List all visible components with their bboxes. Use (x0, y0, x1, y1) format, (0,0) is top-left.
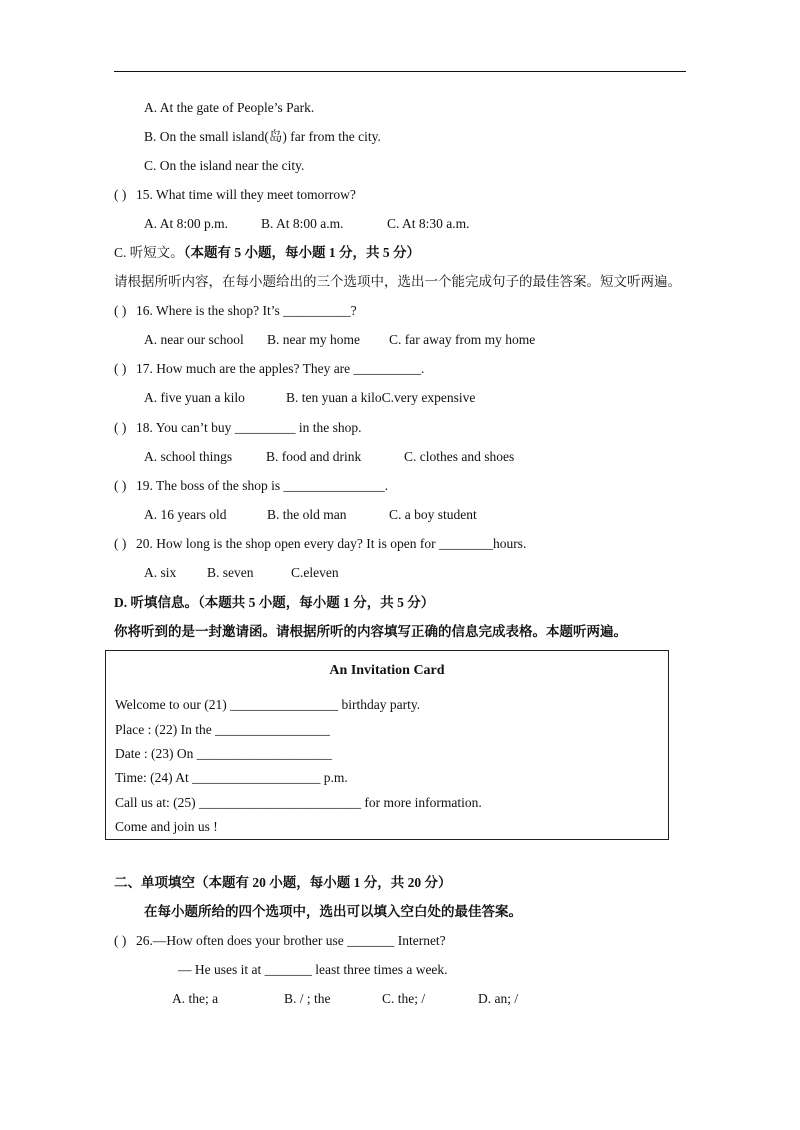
question-stem: 20. How long is the shop open every day? It is open for ________hours. (136, 536, 527, 551)
question-17 (114, 360, 424, 378)
section-c-prefix: C. 听短文。 (114, 245, 184, 260)
answer-paren[interactable]: ( ) (114, 478, 127, 493)
q14-option-c[interactable]: C. On the island near the city. (144, 158, 305, 173)
question-18 (114, 419, 362, 437)
answer-paren[interactable]: ( ) (114, 420, 127, 435)
q20-option-c[interactable]: C.eleven (291, 565, 339, 580)
q26-option-d[interactable]: D. an; / (478, 991, 519, 1006)
answer-paren[interactable]: ( ) (114, 187, 127, 202)
q15-option-b[interactable]: B. At 8:00 a.m. (261, 216, 344, 231)
section-2-instruction: 在每小题所给的四个选项中，选出可以填入空白处的最佳答案。 (144, 904, 522, 919)
q15-option-a[interactable]: A. At 8:00 p.m. (144, 216, 229, 231)
question-stem: 17. How much are the apples? They are __________. (136, 361, 425, 376)
q26-option-b[interactable]: B. / ; the (284, 991, 331, 1006)
q17-option-b[interactable]: B. ten yuan a kiloC.very expensive (286, 390, 476, 405)
q20-option-b[interactable]: B. seven (207, 565, 254, 580)
question-26 (114, 932, 446, 950)
section-c-scoring: （本题有 5 小题，每小题 1 分，共 5 分） (183, 245, 421, 260)
q20-option-a[interactable]: A. six (144, 565, 177, 580)
question-stem: 26.—How often does your brother use _______ Internet? (136, 933, 446, 948)
card-line-24[interactable]: Time: (24) At ___________________ p.m. (115, 770, 348, 785)
card-title: An Invitation Card (329, 663, 445, 678)
question-20 (114, 535, 526, 553)
answer-paren[interactable]: ( ) (114, 536, 127, 551)
section-c-instruction: 请根据所听内容，在每小题给出的三个选项中，选出一个能完成句子的最佳答案。短文听两遍。 (114, 274, 681, 289)
q26-option-a[interactable]: A. the; a (172, 991, 219, 1006)
section-d-instruction: 你将听到的是一封邀请函。请根据所听的内容填写正确的信息完成表格。本题听两遍。 (114, 624, 627, 639)
card-line-25[interactable]: Call us at: (25) ________________________ for more information. (115, 795, 482, 810)
question-stem: 15. What time will they meet tomorrow? (136, 187, 356, 202)
q17-option-a[interactable]: A. five yuan a kilo (144, 390, 245, 405)
section-c-title (114, 244, 420, 262)
card-line-23[interactable]: Date : (23) On ____________________ (115, 746, 332, 761)
invitation-card (105, 650, 669, 840)
question-stem: 16. Where is the shop? It’s __________? (136, 303, 357, 318)
q18-option-a[interactable]: A. school things (144, 449, 233, 464)
question-15 (114, 186, 356, 204)
q16-option-c[interactable]: C. far away from my home (389, 332, 536, 347)
question-stem: 18. You can’t buy _________ in the shop. (136, 420, 362, 435)
card-closing: Come and join us ! (115, 819, 218, 834)
q16-option-a[interactable]: A. near our school (144, 332, 244, 347)
answer-paren[interactable]: ( ) (114, 933, 127, 948)
answer-paren[interactable]: ( ) (114, 303, 127, 318)
q16-option-b[interactable]: B. near my home (267, 332, 360, 347)
q18-option-c[interactable]: C. clothes and shoes (404, 449, 515, 464)
answer-paren[interactable]: ( ) (114, 361, 127, 376)
q14-option-b[interactable]: B. On the small island(岛) far from the city. (144, 129, 381, 144)
q26-reply: — He uses it at _______ least three times a week. (178, 962, 448, 977)
q14-option-a[interactable]: A. At the gate of People’s Park. (144, 100, 315, 115)
card-line-22[interactable]: Place : (22) In the _________________ (115, 722, 330, 737)
q19-option-c[interactable]: C. a boy student (389, 507, 477, 522)
card-line-21[interactable]: Welcome to our (21) ________________ birthday party. (115, 697, 421, 712)
q15-option-c[interactable]: C. At 8:30 a.m. (387, 216, 470, 231)
question-stem: 19. The boss of the shop is _______________. (136, 478, 389, 493)
q26-option-c[interactable]: C. the; / (382, 991, 426, 1006)
section-d-title: D. 听填信息。（本题共 5 小题，每小题 1 分，共 5 分） (114, 595, 435, 610)
question-19 (114, 477, 388, 495)
q18-option-b[interactable]: B. food and drink (266, 449, 362, 464)
q19-option-a[interactable]: A. 16 years old (144, 507, 227, 522)
q19-option-b[interactable]: B. the old man (267, 507, 347, 522)
header-rule (114, 71, 686, 72)
question-16 (114, 302, 357, 320)
section-2-title: 二、单项填空（本题有 20 小题，每小题 1 分，共 20 分） (114, 875, 452, 890)
